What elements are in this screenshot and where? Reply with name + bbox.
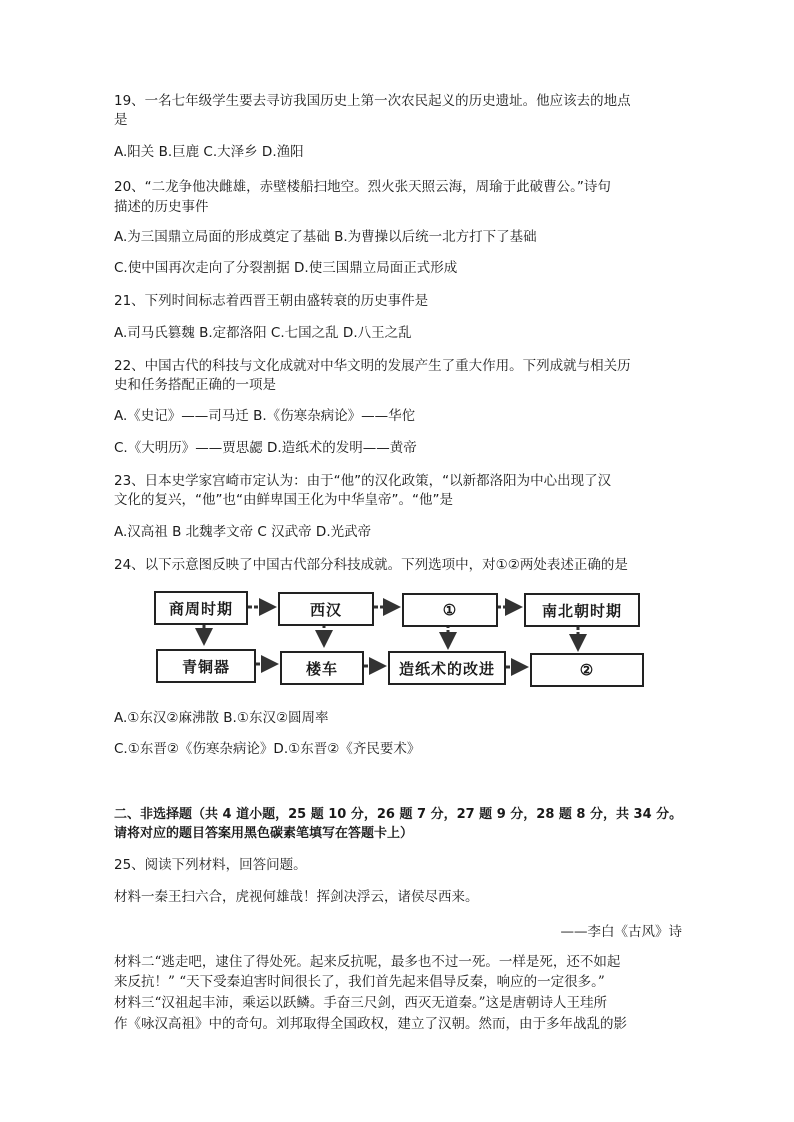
q24-stem: 24、以下示意图反映了中国古代部分科技成就。下列选项中，对①②两处表述正确的是	[114, 557, 628, 573]
q25-material3-line1: 材料三“汉祖起丰沛，乘运以跃鳞。手奋三尺剑，西灭无道秦。”这是唐朝诗人王珪所	[114, 995, 608, 1011]
q23-stem-line2: 文化的复兴，“他”也“由鲜卑国王化为中华皇帝”。“他”是	[114, 492, 453, 508]
q20-stem-line2: 描述的历史事件	[114, 199, 209, 215]
q19-stem-line2: 是	[114, 112, 128, 128]
q23-stem-line1: 23、日本史学家宫崎市定认为：由于“他”的汉化政策，“以新都洛阳为中心出现了汉	[114, 473, 612, 489]
q25-material1-source: ——李白《古风》诗	[560, 924, 682, 940]
q20-stem-line1: 20、“二龙争他决雌雄，赤壁楼船扫地空。烈火张天照云海，周瑜于此破曹公。”诗句	[114, 179, 611, 195]
q23-options: A.汉高祖 B 北魏孝文帝 C 汉武帝 D.光武帝	[114, 524, 372, 540]
box-western-han: 西汉	[278, 592, 374, 626]
q19-stem-line1: 19、一名七年级学生要去寻访我国历史上第一次农民起义的历史遗址。他应该去的地点	[114, 93, 631, 109]
q21-stem: 21、下列时间标志着西晋王朝由盛转衰的历史事件是	[114, 293, 429, 309]
q24-options-line2: C.①东晋②《伤寒杂病论》D.①东晋②《齐民要术》	[114, 741, 421, 757]
box-papermaking: 造纸术的改进	[388, 651, 506, 685]
section2-heading-line1: 二、非选择题（共 4 道小题，25 题 10 分，26 题 7 分，27 题 9 分，28 题 8 分，共 34 分。	[114, 807, 683, 822]
q24-flow-diagram	[152, 587, 692, 692]
q22-stem-line1: 22、中国古代的科技与文化成就对中华文明的发展产生了重大作用。下列成就与相关历	[114, 358, 631, 374]
q22-options-line2: C.《大明历》——贾思勰 D.造纸术的发明——黄帝	[114, 440, 417, 456]
q22-stem-line2: 史和任务搭配正确的一项是	[114, 377, 276, 393]
box-blank-1: ①	[402, 593, 498, 627]
box-louche: 楼车	[280, 651, 364, 685]
box-northern-southern-dynasties: 南北朝时期	[524, 593, 640, 627]
q25-material2-line1: 材料二“逃走吧，逮住了得处死。起来反抗呢，最多也不过一死。一样是死，还不如起	[114, 954, 621, 970]
q20-options-line1: A.为三国鼎立局面的形成奠定了基础 B.为曹操以后统一北方打下了基础	[114, 229, 537, 245]
box-shang-zhou: 商周时期	[154, 591, 248, 625]
q25-stem: 25、阅读下列材料，回答问题。	[114, 857, 307, 873]
q19-options: A.阳关 B.巨鹿 C.大泽乡 D.渔阳	[114, 144, 304, 160]
q22-options-line1: A.《史记》——司马迁 B.《伤寒杂病论》——华佗	[114, 408, 416, 424]
q21-options: A.司马氏篡魏 B.定都洛阳 C.七国之乱 D.八王之乱	[114, 325, 412, 341]
q25-material2-line2: 来反抗！” “天下受秦迫害时间很长了，我们首先起来倡导反秦，响应的一定很多。”	[114, 974, 605, 990]
q20-options-line2: C.使中国再次走向了分裂割据 D.使三国鼎立局面正式形成	[114, 260, 458, 276]
box-blank-2: ②	[530, 653, 644, 687]
q25-material1: 材料一秦王扫六合，虎视何雄哉！挥剑决浮云，诸侯尽西来。	[114, 889, 479, 905]
section2-heading-line2: 请将对应的题目答案用黑色碳素笔填写在答题卡上）	[114, 826, 414, 841]
q24-options-line1: A.①东汉②麻沸散 B.①东汉②圆周率	[114, 710, 329, 726]
q25-material3-line2: 作《咏汉高祖》中的奇句。刘邦取得全国政权，建立了汉朝。然而，由于多年战乱的影	[114, 1016, 627, 1032]
box-bronze: 青铜器	[156, 649, 256, 683]
